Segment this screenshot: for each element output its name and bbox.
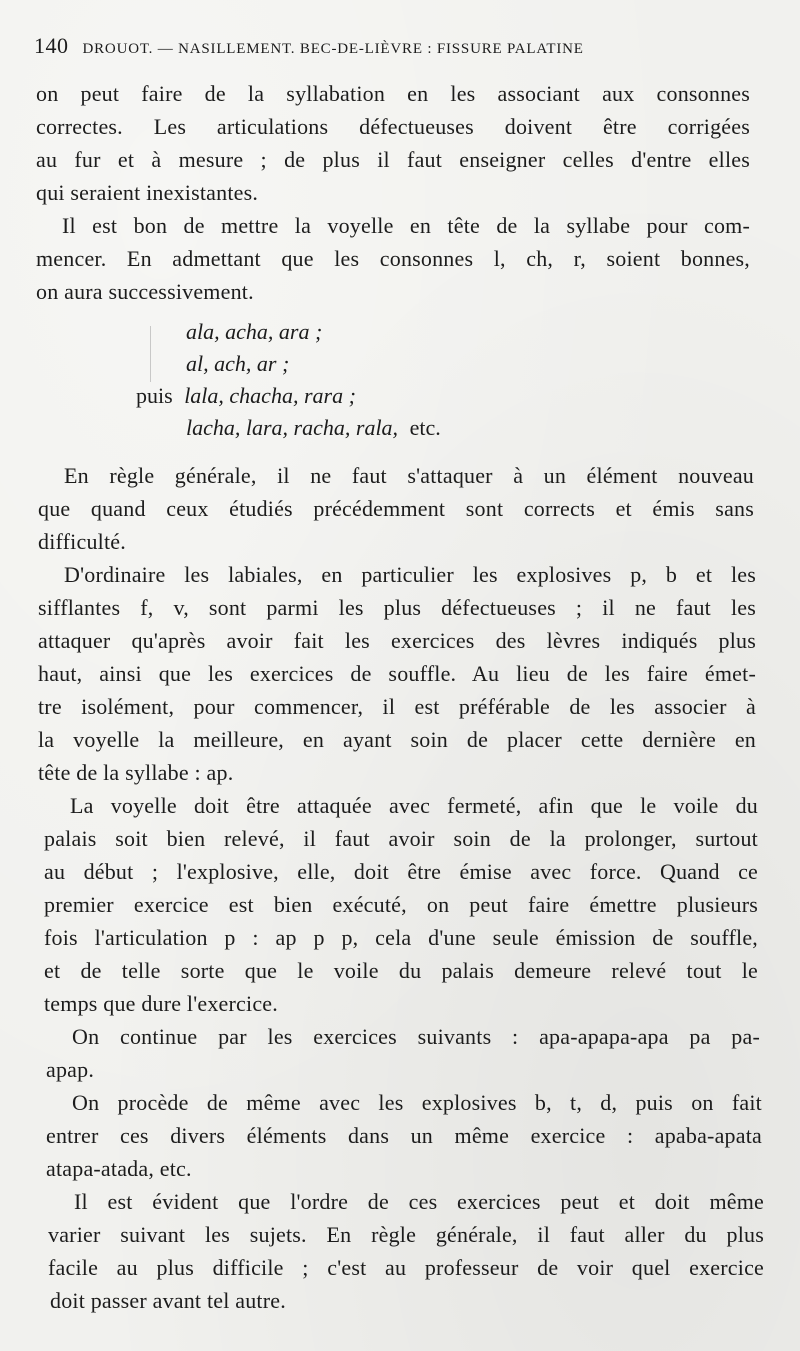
example-line — [136, 382, 356, 410]
text-line: qui seraient inexistantes. — [36, 180, 259, 205]
text-line: On procède de même avec les explosives b, t, d, puis on fait — [72, 1090, 762, 1115]
example-text: ala, acha, ara ; — [186, 319, 323, 344]
example-text: lala, chacha, rara ; — [184, 383, 356, 408]
text-line: varier suivant les sujets. En règle générale, il faut aller du plus — [48, 1222, 764, 1247]
text-line: sifflantes f, v, sont parmi les plus défectueuses ; il ne faut les — [38, 595, 756, 620]
text-line: au fur et à mesure ; de plus il faut enseigner celles d'entre elles — [36, 147, 750, 172]
text-line: la voyelle la meilleure, en ayant soin de placer cette dernière en — [38, 727, 756, 752]
text-line: fois l'articulation p : ap p p, cela d'une seule émission de souffle, — [44, 925, 758, 950]
text-line: temps que dure l'exercice. — [44, 991, 278, 1016]
example-text: al, ach, ar ; — [186, 351, 290, 376]
running-header — [34, 33, 764, 61]
page-number: 140 — [34, 33, 69, 58]
text-line: correctes. Les articulations défectueuses doivent être corrigées — [36, 114, 750, 139]
text-line: La voyelle doit être attaquée avec fermeté, afin que le voile du — [70, 793, 758, 818]
text-line: On continue par les exercices suivants : apa-apapa-apa pa pa- — [72, 1024, 760, 1049]
text-line: atapa-atada, etc. — [46, 1156, 192, 1181]
text-line: que quand ceux étudiés précédemment sont corrects et émis sans — [38, 496, 754, 521]
text-line: haut, ainsi que les exercices de souffle. Au lieu de les faire émet- — [38, 661, 756, 686]
text-line: entrer ces divers éléments dans un même exercice : apaba-apata — [46, 1123, 762, 1148]
text-line: En règle générale, il ne faut s'attaquer à un élément nouveau — [64, 463, 754, 488]
text-line: mencer. En admettant que les consonnes l, ch, r, soient bonnes, — [36, 246, 750, 271]
example-suffix: etc. — [409, 415, 441, 440]
text-line: on aura successivement. — [36, 279, 254, 304]
margin-mark — [150, 326, 151, 382]
text-line: on peut faire de la syllabation en les associant aux consonnes — [36, 81, 750, 106]
example-text: lacha, lara, racha, rala, — [186, 415, 399, 440]
text-line: facile au plus difficile ; c'est au professeur de voir quel exercice — [48, 1255, 764, 1280]
text-line: difficulté. — [38, 529, 126, 554]
example-line — [186, 318, 322, 346]
example-line — [186, 350, 289, 378]
text-line: palais soit bien relevé, il faut avoir soin de la prolonger, surtout — [44, 826, 758, 851]
text-line: doit passer avant tel autre. — [50, 1288, 286, 1313]
text-line: premier exercice est bien exécuté, on peut faire émettre plusieurs — [44, 892, 758, 917]
running-head-title: DROUOT. — NASILLEMENT. BEC-DE-LIÈVRE : FISSURE PALATINE — [82, 41, 584, 57]
text-line: Il est bon de mettre la voyelle en tête de la syllabe pour com- — [62, 213, 750, 238]
example-prefix: puis — [136, 383, 173, 408]
text-line: tre isolément, pour commencer, il est préférable de les associer à — [38, 694, 756, 719]
text-line: Il est évident que l'ordre de ces exercices peut et doit même — [74, 1189, 764, 1214]
text-line: attaquer qu'après avoir fait les exercices des lèvres indiqués plus — [38, 628, 756, 653]
text-line: au début ; l'explosive, elle, doit être émise avec force. Quand ce — [44, 859, 758, 884]
example-line — [186, 414, 441, 442]
text-line: apap. — [46, 1057, 95, 1082]
text-line: et de telle sorte que le voile du palais demeure relevé tout le — [44, 958, 758, 983]
text-line: D'ordinaire les labiales, en particulier les explosives p, b et les — [64, 562, 756, 587]
text-line: tête de la syllabe : ap. — [38, 760, 234, 785]
